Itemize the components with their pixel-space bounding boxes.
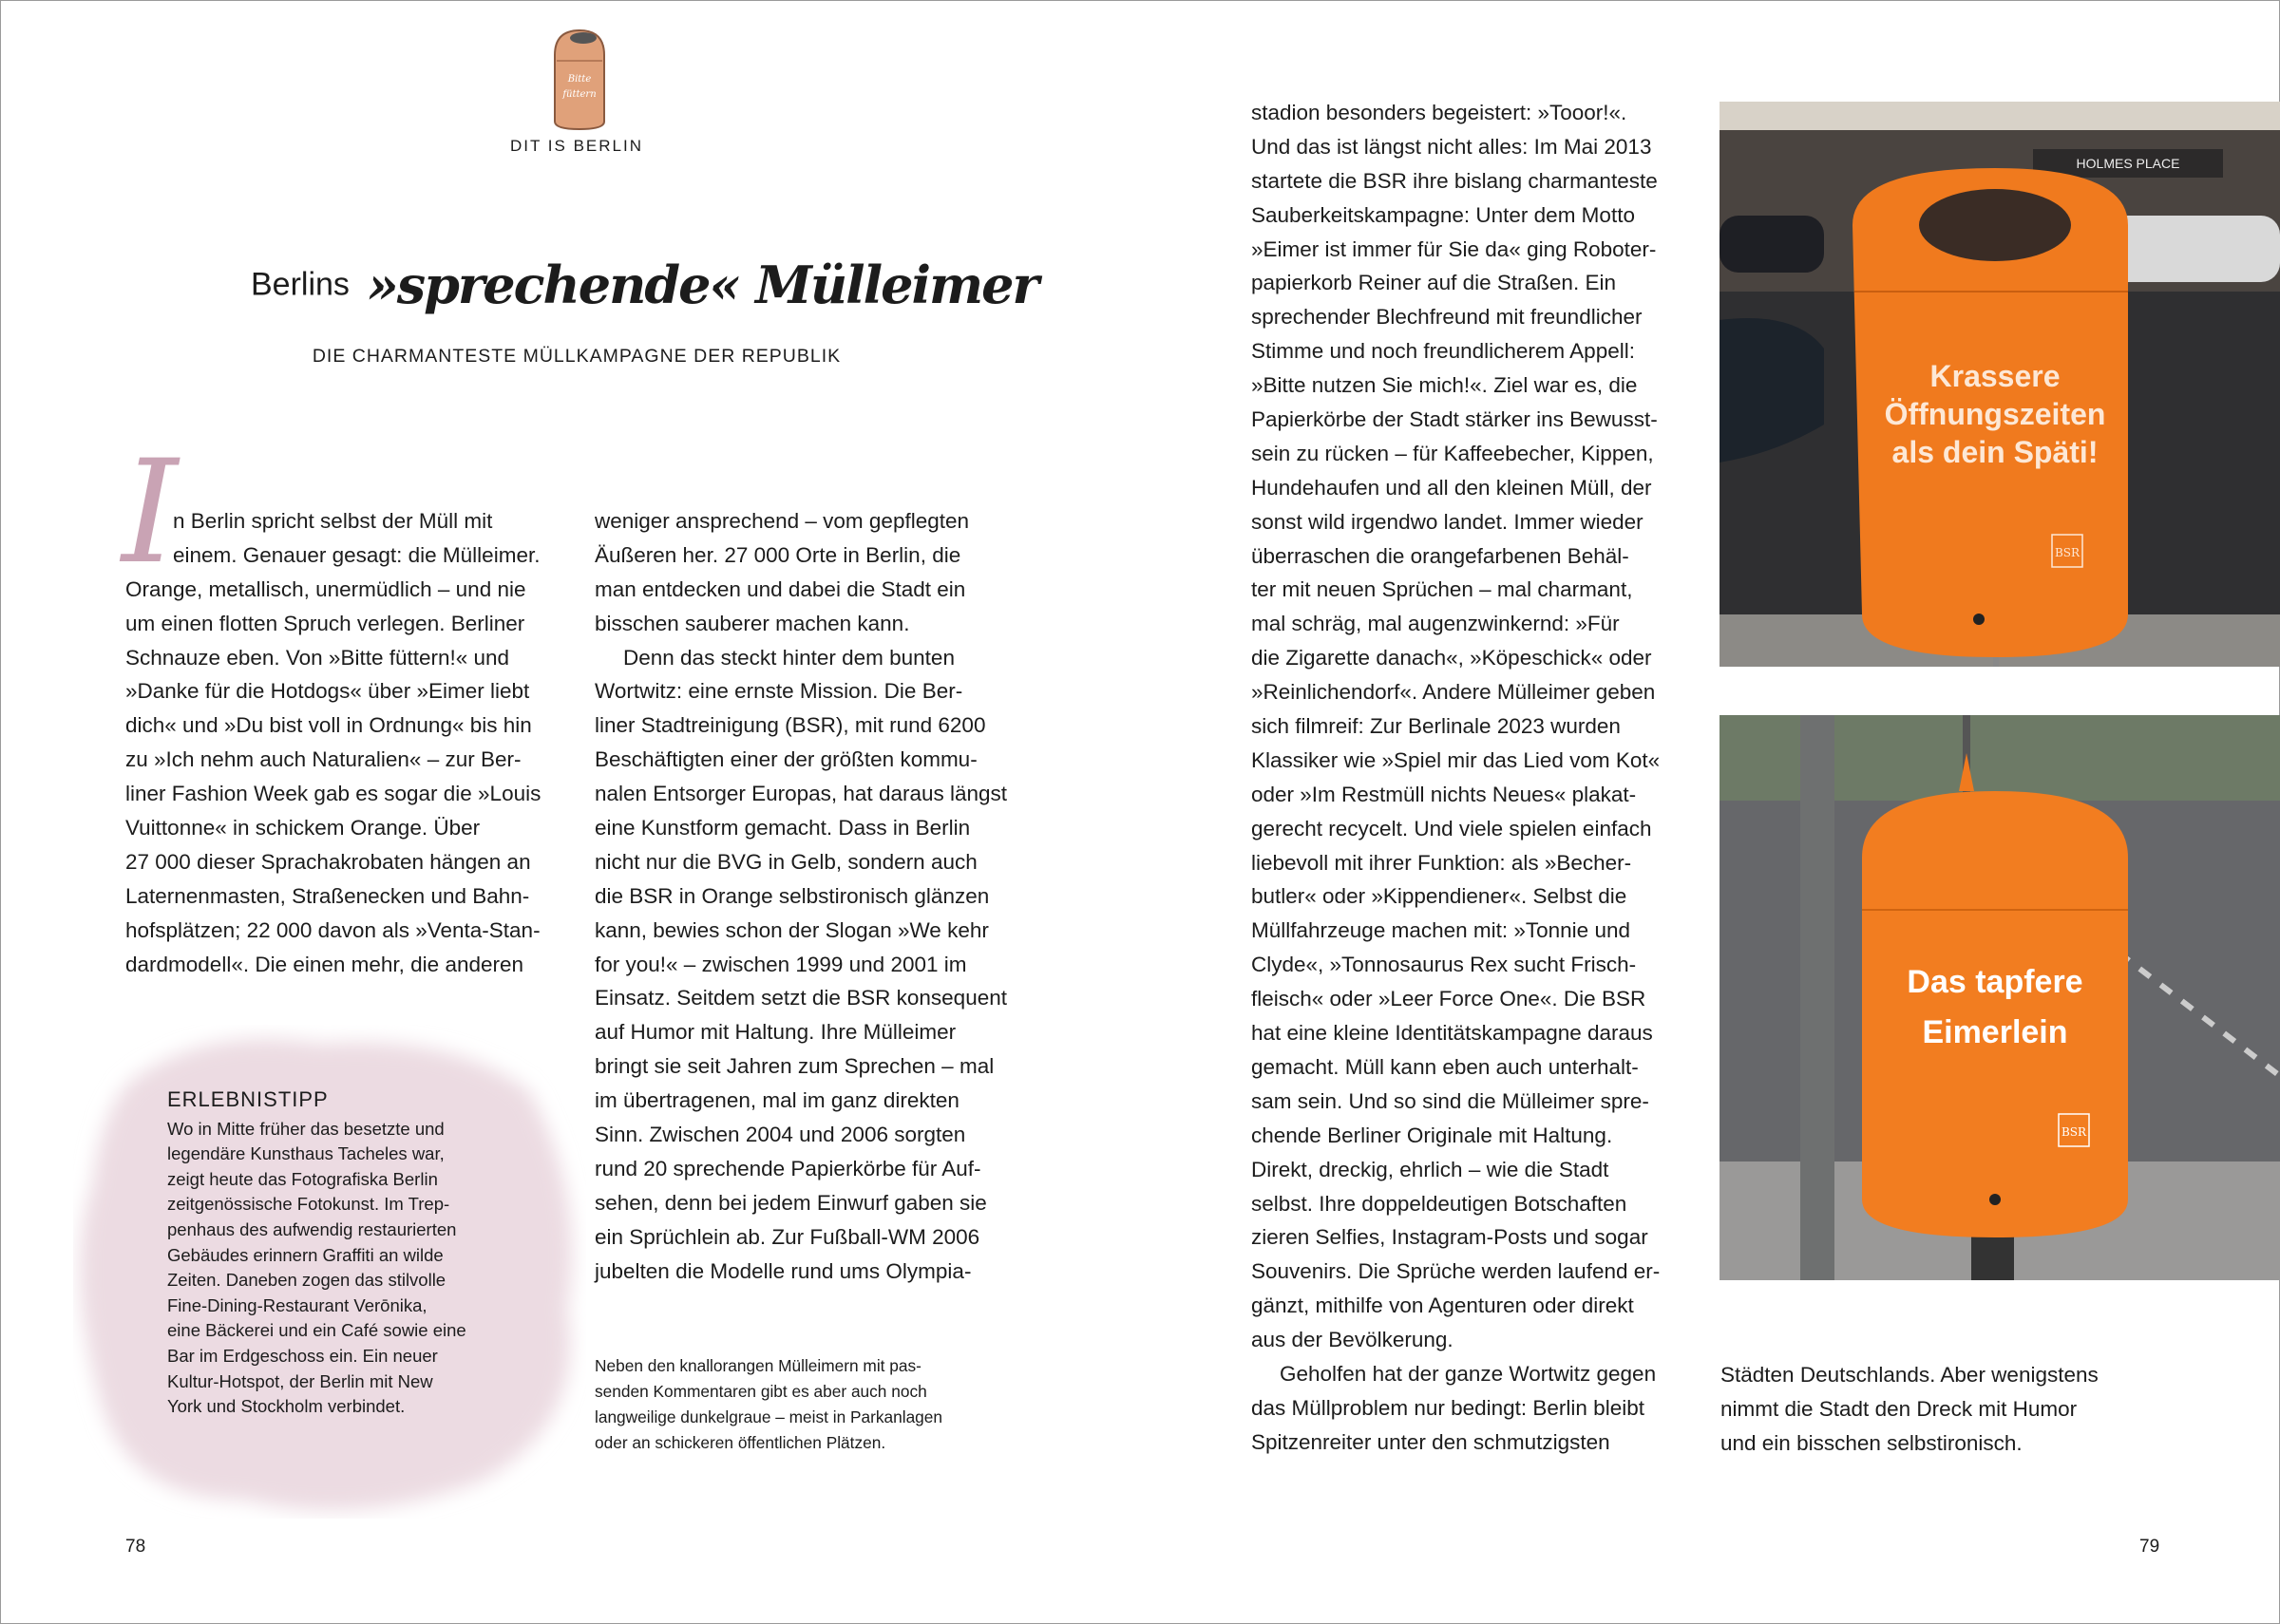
page-number-left: 78 bbox=[125, 1537, 146, 1557]
bin-text-line: Krassere bbox=[1929, 359, 2061, 393]
text-line: weniger ansprechend – vom gepflegten bbox=[595, 509, 970, 533]
tip-heading: ERLEBNISTIPP bbox=[167, 1087, 329, 1111]
text-line: senden Kommentaren gibt es aber auch noch bbox=[595, 1382, 927, 1401]
text-line: hat eine kleine Identitätskampagne daraus bbox=[1251, 1021, 1653, 1046]
text-line: Städten Deutschlands. Aber wenigstens bbox=[1720, 1363, 2099, 1387]
bsr-logo: BSR bbox=[2054, 546, 2080, 559]
text-line: Und das ist längst nicht alles: Im Mai 2013 bbox=[1251, 134, 1652, 159]
text-line: kann, bewies schon der Slogan »We kehr bbox=[595, 917, 989, 942]
text-line: im übertragenen, mal im ganz direkten bbox=[595, 1088, 960, 1113]
photo-orange-bin-2 bbox=[1720, 715, 2280, 1280]
text-line: Äußeren her. 27 000 Orte in Berlin, die bbox=[595, 542, 961, 567]
text-line: liner Stadtreinigung (BSR), mit rund 6200 bbox=[595, 713, 986, 738]
bsr-logo: BSR bbox=[2061, 1125, 2087, 1139]
text-line: zeigt heute das Fotografiska Berlin bbox=[167, 1168, 438, 1189]
text-line: Orange, metallisch, unermüdlich – und nie bbox=[125, 576, 526, 601]
text-line: papierkorb Reiner auf die Straßen. Ein bbox=[1251, 271, 1616, 295]
body-column-1 bbox=[125, 504, 541, 981]
text-line: Müllfahrzeuge machen mit: »Tonnie und bbox=[1251, 918, 1630, 943]
text-line: gerecht recycelt. Und viele spielen einfach bbox=[1251, 816, 1652, 840]
text-line: Fine-Dining-Restaurant Verōnika, bbox=[167, 1294, 428, 1315]
text-line: und ein bisschen selbstironisch. bbox=[1720, 1430, 2023, 1455]
drop-cap: I bbox=[122, 430, 179, 595]
text-line: sam sein. Und so sind die Mülleimer spre- bbox=[1251, 1088, 1649, 1113]
text-line: eine Kunstform gemacht. Dass in Berlin bbox=[595, 816, 971, 840]
text-line: Vuittonne« in schickem Orange. Über bbox=[125, 816, 481, 840]
text-line: 27 000 dieser Sprachakrobaten hängen an bbox=[125, 849, 531, 874]
text-line: zeitgenössische Fotokunst. Im Trep- bbox=[167, 1194, 450, 1215]
text-line: chende Berliner Originale mit Haltung. bbox=[1251, 1123, 1613, 1147]
text-line: nicht nur die BVG in Gelb, sondern auch bbox=[595, 849, 978, 874]
text-line: Stimme und noch freundlicherem Appell: bbox=[1251, 339, 1635, 364]
title-script: »sprechende« Mülleimer bbox=[366, 255, 1037, 315]
text-line: »Reinlichendorf«. Andere Mülleimer geben bbox=[1251, 680, 1656, 705]
text-line: bringt sie seit Jahren zum Sprechen – mal bbox=[595, 1054, 995, 1079]
photo-orange-bin-1 bbox=[1720, 102, 2280, 667]
bin-text-line: Das tapfere bbox=[1907, 964, 2083, 1000]
text-line: sehen, denn bei jedem Einwurf gaben sie bbox=[595, 1190, 987, 1215]
text-line: sonst wild irgendwo landet. Immer wieder bbox=[1251, 509, 1644, 534]
text-line: um einen flotten Spruch verlegen. Berliner bbox=[125, 611, 525, 635]
text-line: gemacht. Müll kann eben auch unterhalt- bbox=[1251, 1054, 1639, 1079]
text-line: nalen Entsorger Europas, hat daraus längst bbox=[595, 782, 1008, 806]
text-line: aus der Bevölkerung. bbox=[1251, 1328, 1454, 1352]
text-line: liner Fashion Week gab es sogar die »Louis bbox=[125, 782, 542, 806]
text-line: »Eimer ist immer für Sie da« ging Roboter- bbox=[1251, 236, 1657, 261]
text-line: Bar im Erdgeschoss ein. Ein neuer bbox=[167, 1345, 438, 1366]
text-line: langweilige dunkelgraue – meist in Parkanlagen bbox=[595, 1407, 943, 1426]
text-line: Neben den knallorangen Mülleimern mit pas- bbox=[595, 1356, 922, 1375]
text-line: sprechender Blechfreund mit freundlicher bbox=[1251, 305, 1643, 330]
text-line: Sinn. Zwischen 2004 und 2006 sorgten bbox=[595, 1123, 966, 1147]
page-subtitle: DIE CHARMANTESTE MÜLLKAMPAGNE DER REPUBLIK bbox=[312, 346, 842, 367]
text-line: Beschäftigten einer der größten kommu- bbox=[595, 747, 978, 772]
bin-text-line: Eimerlein bbox=[1922, 1014, 2068, 1050]
bin-text-line: Öffnungszeiten bbox=[1884, 397, 2106, 431]
text-line: einem. Genauer gesagt: die Mülleimer. bbox=[173, 542, 541, 567]
text-line: York und Stockholm verbindet. bbox=[167, 1396, 406, 1417]
text-line: Einsatz. Seitdem setzt die BSR konsequent bbox=[595, 986, 1007, 1010]
text-line: überraschen die orangefarbenen Behäl- bbox=[1251, 543, 1629, 568]
page-number-right: 79 bbox=[2139, 1537, 2160, 1557]
page-title bbox=[251, 255, 1037, 315]
text-line: bisschen sauberer machen kann. bbox=[595, 611, 910, 635]
text-line: ein Sprüchlein ab. Zur Fußball-WM 2006 bbox=[595, 1224, 980, 1249]
text-line: zieren Selfies, Instagram-Posts und sogar bbox=[1251, 1225, 1648, 1250]
text-line: zu »Ich nehm auch Naturalien« – zur Ber- bbox=[125, 747, 522, 772]
text-line: sich filmreif: Zur Berlinale 2023 wurden bbox=[1251, 714, 1621, 739]
text-line: Hundehaufen und all den kleinen Müll, der bbox=[1251, 475, 1652, 500]
text-line: jubelten die Modelle rund ums Olympia- bbox=[595, 1258, 972, 1283]
text-line: Wo in Mitte früher das besetzte und bbox=[167, 1118, 445, 1139]
section-kicker: DIT IS BERLIN bbox=[510, 137, 643, 155]
svg-text:füttern: füttern bbox=[562, 89, 597, 100]
text-line: n Berlin spricht selbst der Müll mit bbox=[173, 509, 493, 533]
text-line: gänzt, mithilfe von Agenturen oder direkt bbox=[1251, 1294, 1634, 1318]
text-line: Kultur-Hotspot, der Berlin mit New bbox=[167, 1370, 433, 1391]
text-line: Gebäudes erinnern Graffiti an wilde bbox=[167, 1244, 444, 1265]
text-line: oder »Im Restmüll nichts Neues« plakat- bbox=[1251, 782, 1637, 806]
text-line: nimmt die Stadt den Dreck mit Humor bbox=[1720, 1396, 2078, 1421]
text-line: man entdecken und dabei die Stadt ein bbox=[595, 576, 966, 601]
body-column-3 bbox=[1251, 96, 1660, 1460]
text-line: for you!« – zwischen 1999 und 2001 im bbox=[595, 952, 967, 976]
text-line: dardmodell«. Die einen mehr, die anderen bbox=[125, 952, 524, 976]
text-line: ter mit neuen Sprüchen – mal charmant, bbox=[1251, 577, 1633, 602]
text-line: butler« oder »Kippendiener«. Selbst die bbox=[1251, 884, 1627, 909]
text-line: stadion besonders begeistert: »Tooor!«. bbox=[1251, 101, 1627, 124]
text-line: Souvenirs. Die Sprüche werden laufend er- bbox=[1251, 1259, 1661, 1284]
text-line: dich« und »Du bist voll in Ordnung« bis hin bbox=[125, 713, 532, 738]
text-line: Sauberkeitskampagne: Unter dem Motto bbox=[1251, 202, 1635, 227]
text-line: Papierkörbe der Stadt stärker ins Bewusst- bbox=[1251, 407, 1658, 432]
text-line: die BSR in Orange selbstironisch glänzen bbox=[595, 883, 990, 908]
text-line: selbst. Ihre doppeldeutigen Botschaften bbox=[1251, 1191, 1627, 1216]
text-line: Wortwitz: eine ernste Mission. Die Ber- bbox=[595, 679, 963, 704]
body-column-2 bbox=[595, 504, 1007, 1288]
text-line: Spitzenreiter unter den schmutzigsten bbox=[1251, 1429, 1610, 1454]
text-line: rund 20 sprechende Papierkörbe für Auf- bbox=[595, 1156, 981, 1180]
text-line: Geholfen hat der ganze Wortwitz gegen bbox=[1280, 1361, 1657, 1386]
text-line: Zeiten. Daneben zogen das stilvolle bbox=[167, 1270, 446, 1291]
text-line: legendäre Kunsthaus Tacheles war, bbox=[167, 1143, 445, 1164]
text-line: Klassiker wie »Spiel mir das Lied vom Kot« bbox=[1251, 747, 1661, 772]
text-line: startete die BSR ihre bislang charmanteste bbox=[1251, 168, 1658, 193]
bin-text-line: als dein Späti! bbox=[1891, 435, 2099, 469]
text-line: mal schräg, mal augenzwinkernd: »Für bbox=[1251, 612, 1620, 636]
text-line: »Bitte nutzen Sie mich!«. Ziel war es, die bbox=[1251, 373, 1638, 398]
text-line: eine Bäckerei und ein Café sowie eine bbox=[167, 1320, 466, 1341]
text-line: die Zigarette danach«, »Köpeschick« oder bbox=[1251, 646, 1652, 670]
title-plain: Berlins bbox=[251, 266, 350, 303]
text-line: Clyde«, »Tonnosaurus Rex sucht Frisch- bbox=[1251, 953, 1637, 977]
text-line: oder an schickeren öffentlichen Plätzen. bbox=[595, 1433, 886, 1452]
text-line: hofsplätzen; 22 000 davon als »Venta-Stan- bbox=[125, 917, 541, 942]
svg-text:Bitte: Bitte bbox=[567, 74, 592, 85]
text-line: Direkt, dreckig, ehrlich – wie die Stadt bbox=[1251, 1157, 1609, 1181]
text-line: Schnauze eben. Von »Bitte füttern!« und bbox=[125, 645, 510, 670]
text-line: liebevoll mit ihrer Funktion: als »Becher- bbox=[1251, 850, 1632, 875]
body-column-4 bbox=[1720, 1358, 2099, 1461]
text-line: sein zu rücken – für Kaffeebecher, Kippen, bbox=[1251, 441, 1654, 465]
trash-bin-illustration-icon bbox=[549, 27, 610, 133]
text-line: das Müllproblem nur bedingt: Berlin bleibt bbox=[1251, 1395, 1644, 1420]
text-line: penhaus des aufwendig restaurierten bbox=[167, 1218, 457, 1239]
text-line: fleisch« oder »Leer Force One«. Die BSR bbox=[1251, 987, 1646, 1011]
photo-caption bbox=[595, 1353, 942, 1456]
text-line: auf Humor mit Haltung. Ihre Mülleimer bbox=[595, 1020, 957, 1045]
holmes-place-sign: HOLMES PLACE bbox=[2076, 156, 2180, 171]
text-line: Laternenmasten, Straßenecken und Bahn- bbox=[125, 883, 530, 908]
text-line: »Danke für die Hotdogs« über »Eimer liebt bbox=[125, 679, 530, 704]
text-line: Denn das steckt hinter dem bunten bbox=[623, 645, 955, 670]
tip-box bbox=[167, 1087, 466, 1420]
